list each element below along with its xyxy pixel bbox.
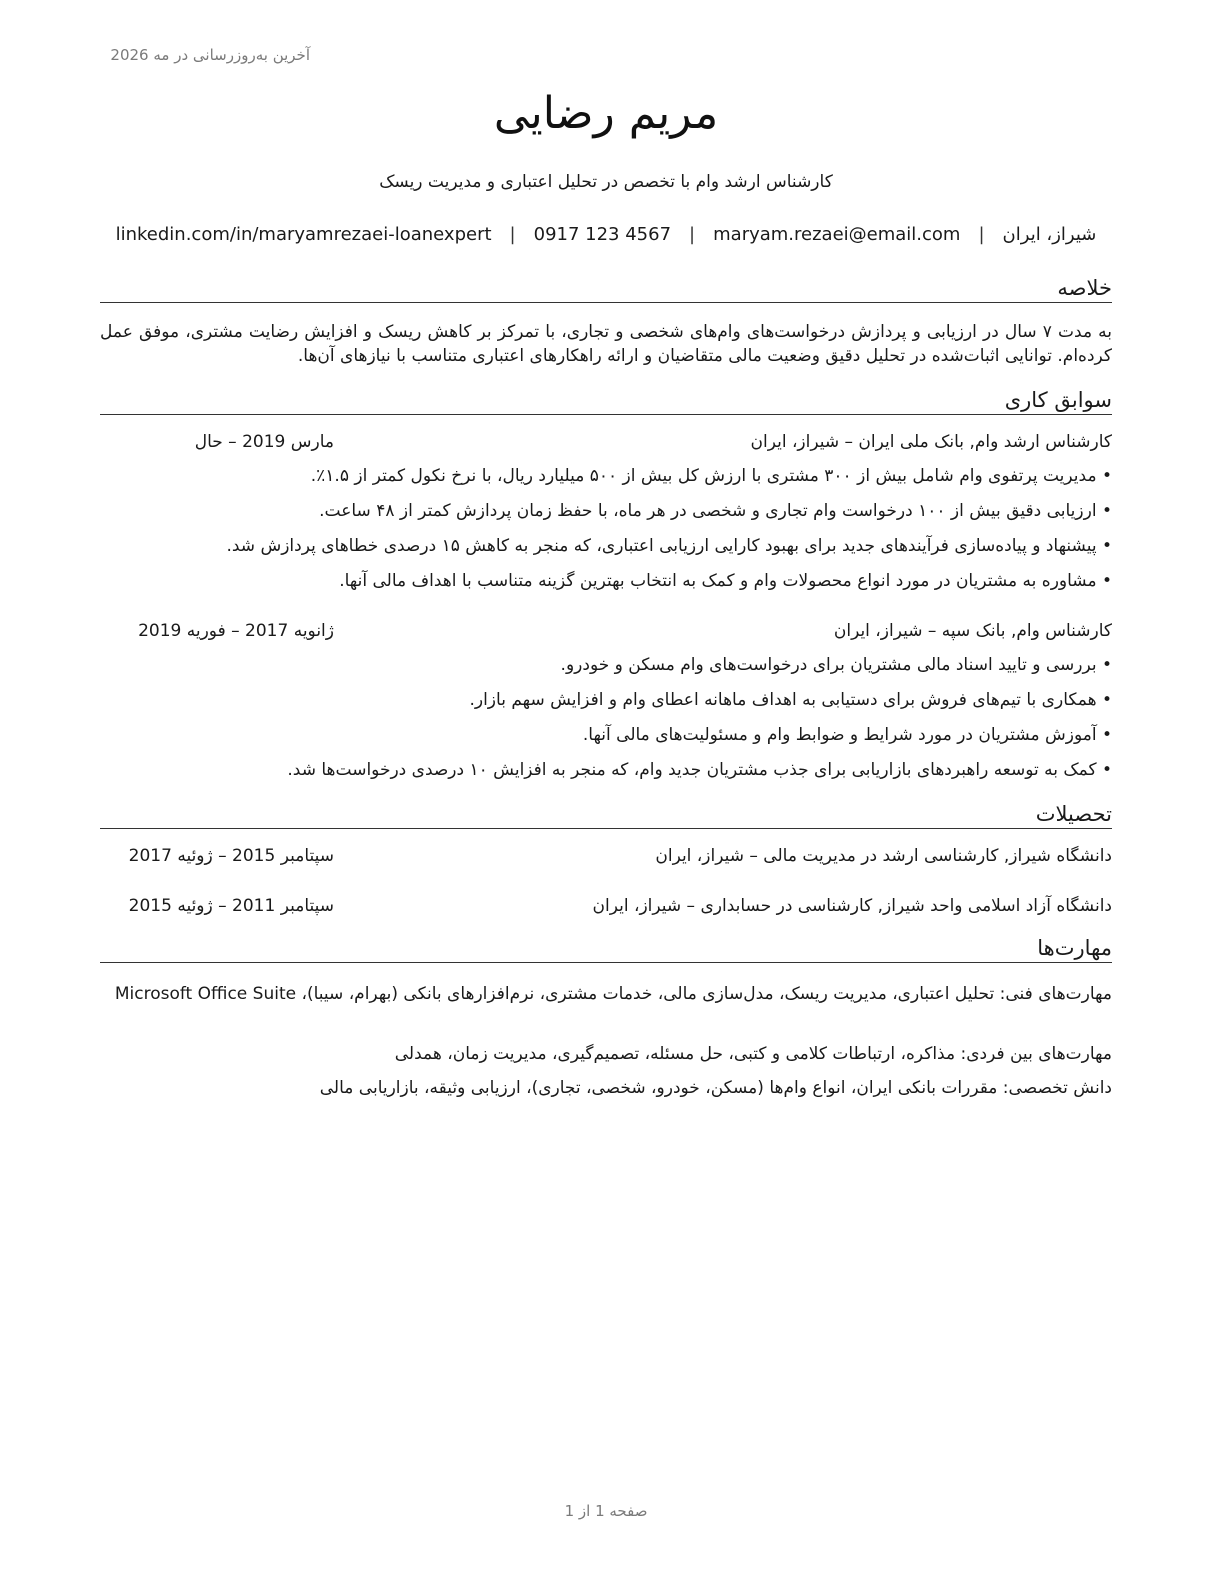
job-title: کارشناس ارشد وام, بانک ملی ایران – شیراز، ایران: [750, 432, 1112, 452]
summary-text: به مدت ۷ سال در ارزیابی و پردازش درخواست‌های وام‌های شخصی و تجاری، با تمرکز بر کاهش ریسک و افزایش رضایت مشتری، موفق عمل کرده‌ام. توانایی اثبات‌شده در تحلیل دقیق وضعیت مالی متقاضیان و ارائه راهکارهای اعتباری متناسب با نیازهای آن‌ها.: [100, 322, 1113, 366]
job-subtitle: کارشناس ارشد وام با تخصص در تحلیل اعتباری و مدیریت ریسک: [379, 172, 833, 192]
skills-heading: مهارت‌ها: [100, 936, 1112, 963]
list-item: • مشاوره به مشتریان در مورد انواع محصولات وام و کمک به انتخاب بهترین گزینه متناسب با اهداف مالی آنها.: [100, 569, 1112, 604]
job-dates: مارس 2019 – حال: [194, 432, 334, 452]
contact-linkedin[interactable]: linkedin.com/in/maryamrezaei-loanexpert: [115, 224, 492, 245]
experience-heading: سوابق کاری: [100, 388, 1112, 415]
education-title: دانشگاه شیراز, کارشناسی ارشد در مدیریت مالی – شیراز، ایران: [655, 846, 1112, 866]
job-header: [100, 621, 1112, 645]
skill-line: دانش تخصصی: مقررات بانکی ایران، انواع وام‌ها (مسکن، خودرو، شخصی، تجاری)، ارزیابی وثیقه، بازاریابی مالی: [319, 1078, 1112, 1098]
education-dates: سپتامبر 2011 – ژوئیه 2015: [128, 896, 334, 916]
list-item: • همکاری با تیم‌های فروش برای دستیابی به اهداف ماهانه اعطای وام و افزایش سهم بازار.: [100, 688, 1112, 723]
summary-heading: خلاصه: [100, 276, 1112, 303]
job-bullets: [100, 464, 1112, 604]
job-bullets: [100, 653, 1112, 793]
contact-separator: |: [978, 224, 985, 245]
list-item: • بررسی و تایید اسناد مالی مشتریان برای درخواست‌های وام مسکن و خودرو.: [100, 653, 1112, 688]
job-header: [100, 432, 1112, 456]
education-item: [100, 896, 1112, 920]
person-name: مریم رضایی: [493, 88, 719, 139]
list-item: • کمک به توسعه راهبردهای بازاریابی برای جذب مشتریان جدید وام، که منجر به افزایش ۱۰ درصدی درخواست‌ها شد.: [100, 758, 1112, 793]
last-updated: آخرین به‌روزرسانی در مه 2026: [110, 46, 310, 64]
contact-location: شیراز، ایران: [1002, 224, 1097, 245]
education-item: [100, 846, 1112, 870]
job-dates: ژانویه 2017 – فوریه 2019: [138, 621, 334, 641]
education-dates: سپتامبر 2015 – ژوئیه 2017: [128, 846, 334, 866]
education-heading: تحصیلات: [100, 802, 1112, 829]
list-item: • پیشنهاد و پیاده‌سازی فرآیندهای جدید برای بهبود کارایی ارزیابی اعتباری، که منجر به کاهش ۱۵ درصدی خطاهای پردازش شد.: [100, 534, 1112, 569]
education-title: دانشگاه آزاد اسلامی واحد شیراز, کارشناسی در حسابداری – شیراز، ایران: [592, 896, 1112, 916]
resume-page: [100, 0, 1112, 1584]
list-item: • مدیریت پرتفوی وام شامل بیش از ۳۰۰ مشتری با ارزش کل بیش از ۵۰۰ میلیارد ریال، با نرخ نکول کمتر از ۱.۵٪.: [100, 464, 1112, 499]
contact-separator: |: [689, 224, 696, 245]
list-item: • ارزیابی دقیق بیش از ۱۰۰ درخواست وام تجاری و شخصی در هر ماه، با حفظ زمان پردازش کمتر از ۴۸ ساعت.: [100, 499, 1112, 534]
skill-line: مهارت‌های فنی: تحلیل اعتباری، مدیریت ریسک، مدل‌سازی مالی، خدمات مشتری، نرم‌افزارهای بانکی (بهرام، سیبا)، Microsoft Office Suite: [114, 984, 1112, 1004]
contact-phone[interactable]: 0917 123 4567: [533, 224, 672, 245]
job-title: کارشناس وام, بانک سپه – شیراز، ایران: [833, 621, 1112, 641]
page-number: صفحه 1 از 1: [564, 1502, 648, 1520]
contact-email[interactable]: maryam.rezaei@email.com: [713, 224, 961, 245]
contact-separator: |: [509, 224, 516, 245]
list-item: • آموزش مشتریان در مورد شرایط و ضوابط وام و مسئولیت‌های مالی آنها.: [100, 723, 1112, 758]
skill-line: مهارت‌های بین فردی: مذاکره، ارتباطات کلامی و کتبی، حل مسئله، تصمیم‌گیری، مدیریت زمان، همدلی: [394, 1044, 1112, 1064]
contact-line: [100, 224, 1112, 245]
